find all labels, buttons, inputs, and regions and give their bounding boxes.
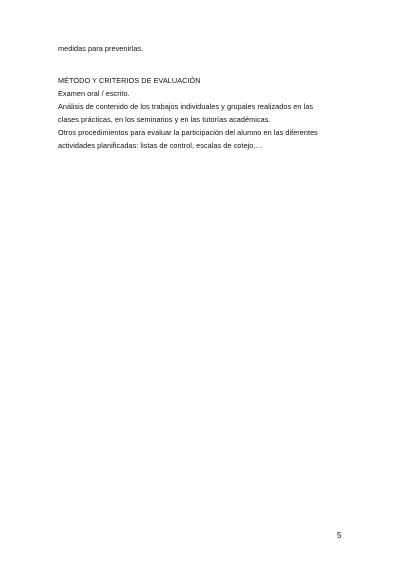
section-line: Otros procedimientos para evaluar la participación del alumno en las diferentes: [58, 128, 318, 137]
continuation-line: medidas para prevenirlas.: [58, 44, 144, 53]
section-line: Análisis de contenido de los trabajos individuales y grupales realizados en las: [58, 102, 314, 111]
section-line: Examen oral / escrito.: [58, 89, 130, 98]
section-heading: MÉTODO Y CRITERIOS DE EVALUACIÓN: [58, 76, 201, 85]
continuation-paragraph: [58, 42, 358, 55]
page-number: 5: [337, 531, 342, 540]
section-line: clases prácticas, en los seminarios y en las tutorías académicas.: [58, 115, 271, 124]
evaluation-section: [58, 74, 358, 152]
section-line: actividades planificadas: listas de control, escalas de cotejo,…: [58, 141, 263, 150]
